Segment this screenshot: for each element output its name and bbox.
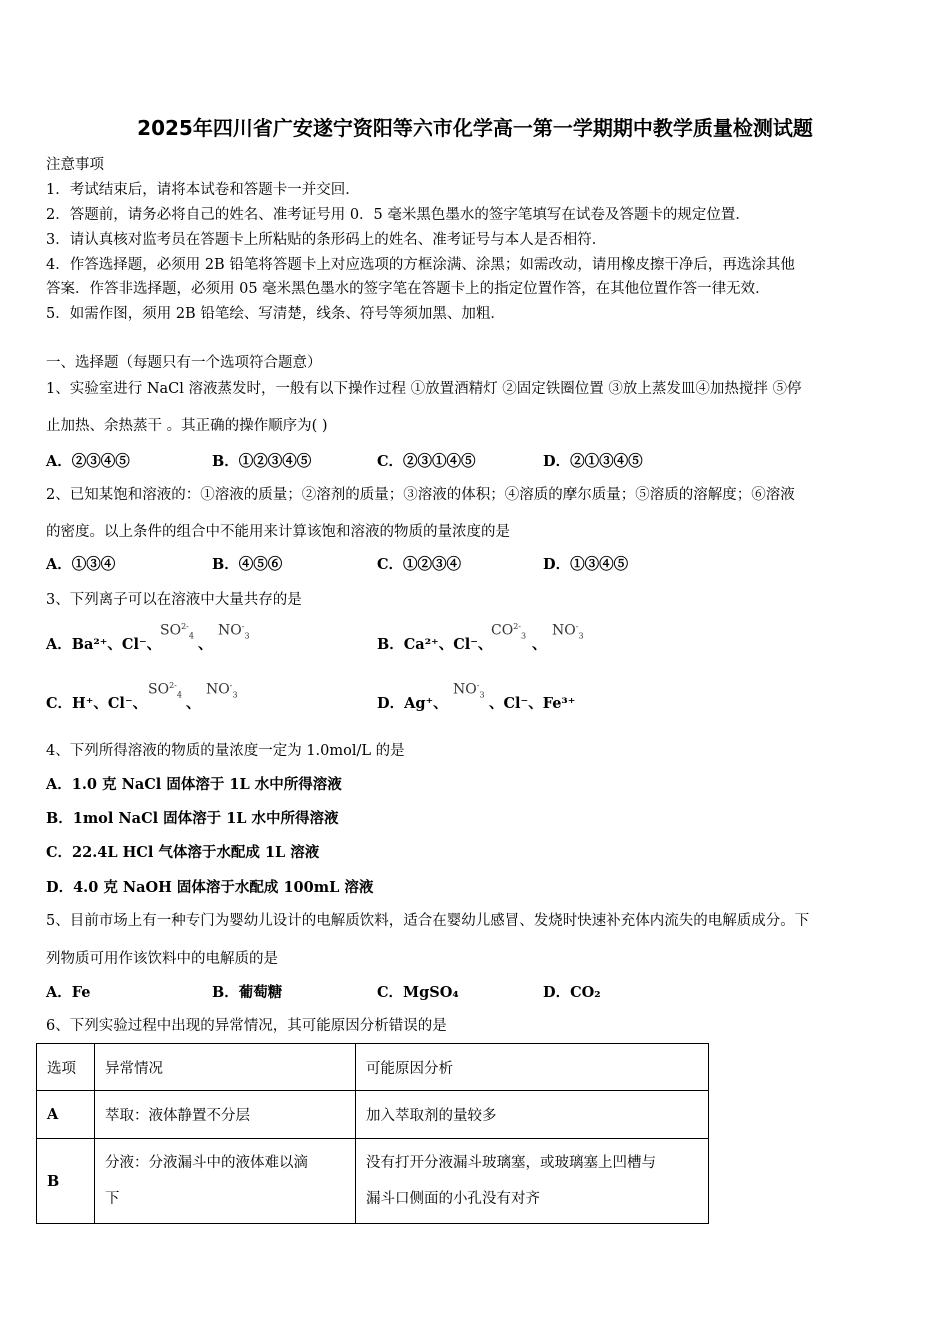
question-1-stem-cont: 止加热、余热蒸干 。其正确的操作顺序为( ) xyxy=(46,418,328,434)
q4-option-d[interactable]: D．4.0 克 NaOH 固体溶于水配成 100mL 溶液 xyxy=(46,879,374,896)
table-cell-case: 萃取：液体静置不分层 xyxy=(95,1091,356,1139)
section-heading: 一、选择题（每题只有一个选项符合题意） xyxy=(46,355,322,371)
q3-option-d-tail: 、Cl⁻、Fe³⁺ xyxy=(489,695,576,712)
notice-item: 1．考试结束后，请将本试卷和答题卡一并交回． xyxy=(46,182,360,198)
nitrate-ion: $NO^-_3$ xyxy=(453,681,485,700)
table-row xyxy=(37,1091,709,1139)
separator: 、 xyxy=(532,636,547,653)
notice-item: 5．如需作图，须用 2B 铅笔绘、写清楚，线条、符号等须加黑、加粗． xyxy=(46,306,505,322)
table-cell-line: 下 xyxy=(105,1191,120,1207)
separator: 、 xyxy=(186,695,201,712)
q3-option-b[interactable]: B．Ca²⁺、Cl⁻、 xyxy=(377,636,493,653)
nitrate-ion: $NO^-_3$ xyxy=(206,681,238,700)
question-1-stem: 1、实验室进行 NaCl 溶液蒸发时，一般有以下操作过程 ①放置酒精灯 ②固定铁圈位置 ③放上蒸发皿④加热搅拌 ⑤停 xyxy=(46,381,802,397)
table-header: 选项 xyxy=(37,1044,95,1091)
question-4-stem: 4、下列所得溶液的物质的量浓度一定为 1.0mol/L 的是 xyxy=(46,743,405,759)
q3-option-c[interactable]: C．H⁺、Cl⁻、 xyxy=(46,695,148,712)
sulfate-ion: $SO^{2-}_4$ xyxy=(160,622,194,641)
nitrate-ion: $NO^-_3$ xyxy=(552,622,584,641)
q4-option-a[interactable]: A．1.0 克 NaCl 固体溶于 1L 水中所得溶液 xyxy=(46,776,342,793)
table-cell-option: A xyxy=(37,1091,95,1139)
table-header: 可能原因分析 xyxy=(356,1044,709,1091)
table-cell-line: 漏斗口侧面的小孔没有对齐 xyxy=(366,1191,540,1207)
question-2-stem-cont: 的密度。以上条件的组合中不能用来计算该饱和溶液的物质的量浓度的是 xyxy=(46,524,510,540)
separator: 、 xyxy=(198,636,213,653)
q2-option-c[interactable]: C．①②③④ xyxy=(377,556,462,573)
q1-option-b[interactable]: B．①②③④⑤ xyxy=(212,453,312,470)
table-cell-case xyxy=(95,1139,356,1224)
table-row xyxy=(37,1139,709,1224)
q2-option-d[interactable]: D．①③④⑤ xyxy=(543,556,629,573)
notice-item: 3．请认真核对监考员在答题卡上所粘贴的条形码上的姓名、准考证号与本人是否相符． xyxy=(46,232,607,248)
q2-option-a[interactable]: A．①③④ xyxy=(46,556,116,573)
table-header: 异常情况 xyxy=(95,1044,356,1091)
question-5-stem-cont: 列物质可用作该饮料中的电解质的是 xyxy=(46,951,278,967)
notice-heading: 注意事项 xyxy=(46,157,104,173)
notice-item: 2．答题前，请务必将自己的姓名、准考证号用 0．5 毫米黑色墨水的签字笔填写在试卷及答题卡的规定位置． xyxy=(46,207,750,223)
table-cell-reason: 加入萃取剂的量较多 xyxy=(356,1091,709,1139)
table-cell-option: B xyxy=(37,1139,95,1224)
question-6-stem: 6、下列实验过程中出现的异常情况，其可能原因分析错误的是 xyxy=(46,1018,447,1034)
q1-option-c[interactable]: C．②③①④⑤ xyxy=(377,453,476,470)
q1-option-d[interactable]: D．②①③④⑤ xyxy=(543,453,643,470)
carbonate-ion: $CO^{2-}_3$ xyxy=(491,622,527,641)
analysis-table xyxy=(36,1043,709,1224)
q5-option-a[interactable]: A．Fe xyxy=(46,984,91,1001)
nitrate-ion: $NO^-_3$ xyxy=(218,622,250,641)
q5-option-b[interactable]: B．葡萄糖 xyxy=(212,984,283,1001)
q4-option-c[interactable]: C．22.4L HCl 气体溶于水配成 1L 溶液 xyxy=(46,844,320,861)
q5-option-d[interactable]: D．CO₂ xyxy=(543,984,601,1001)
sulfate-ion: $SO^{2-}_4$ xyxy=(148,681,182,700)
question-3-stem: 3、下列离子可以在溶液中大量共存的是 xyxy=(46,592,302,608)
question-2-stem: 2、已知某饱和溶液的：①溶液的质量；②溶剂的质量；③溶液的体积；④溶质的摩尔质量；⑤溶质的溶解度；⑥溶液 xyxy=(46,487,795,503)
table-cell-line: 没有打开分液漏斗玻璃塞，或玻璃塞上凹槽与 xyxy=(366,1155,656,1171)
table-cell-line: 分液：分液漏斗中的液体难以滴 xyxy=(105,1155,308,1171)
table-header-row xyxy=(37,1044,709,1091)
q3-option-a[interactable]: A．Ba²⁺、Cl⁻、 xyxy=(46,636,162,653)
notice-item: 答案．作答非选择题，必须用 05 毫米黑色墨水的签字笔在答题卡上的指定位置作答，在其他位置作答一律无效． xyxy=(46,281,770,297)
notice-item: 4．作答选择题，必须用 2B 铅笔将答题卡上对应选项的方框涂满、涂黑；如需改动，请用橡皮擦干净后，再选涂其他 xyxy=(46,257,795,273)
q3-option-d[interactable]: D．Ag⁺、 xyxy=(377,695,448,712)
page-title: 2025年四川省广安遂宁资阳等六市化学高一第一学期期中教学质量检测试题 xyxy=(137,116,813,140)
q1-option-a[interactable]: A．②③④⑤ xyxy=(46,453,130,470)
q5-option-c[interactable]: C．MgSO₄ xyxy=(377,984,459,1001)
question-5-stem: 5、目前市场上有一种专门为婴幼儿设计的电解质饮料，适合在婴幼儿感冒、发烧时快速补充体内流失的电解质成分。下 xyxy=(46,913,810,929)
table-cell-reason xyxy=(356,1139,709,1224)
q2-option-b[interactable]: B．④⑤⑥ xyxy=(212,556,283,573)
q4-option-b[interactable]: B．1mol NaCl 固体溶于 1L 水中所得溶液 xyxy=(46,810,339,827)
